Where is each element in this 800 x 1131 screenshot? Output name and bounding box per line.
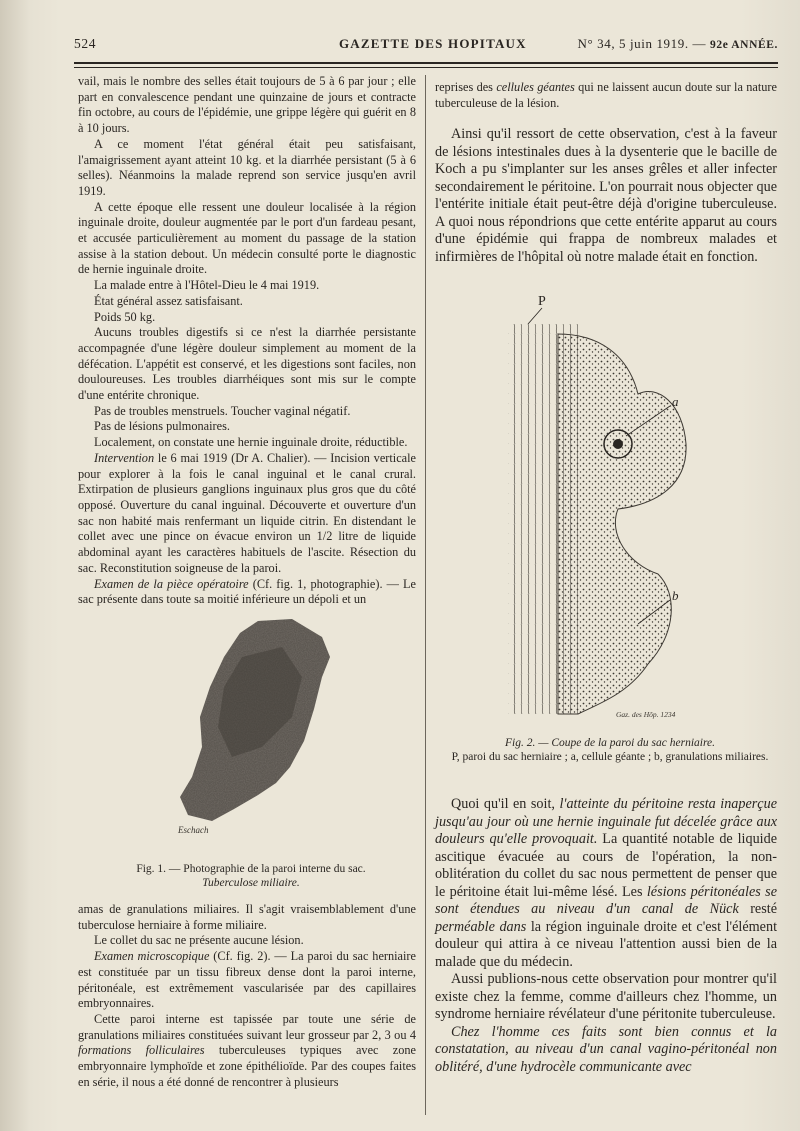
paragraph-text: (Cf. fig. 1, photographie). — Le sac présente dans toute sa moitié inférieure un dépoli et un bbox=[78, 576, 417, 607]
paragraph: Chez l'homme ces faits sont bien connus et la constatation, au niveau d'un canal vagino-péritonéal non oblitéré, d'une hydrocèle communicante avec bbox=[435, 1023, 777, 1075]
issue-year: 92e ANNÉE. bbox=[710, 39, 778, 51]
paragraph bbox=[435, 796, 777, 971]
page-header bbox=[74, 36, 778, 58]
label-a: a bbox=[672, 394, 679, 409]
paragraph bbox=[78, 451, 416, 577]
paragraph: Ainsi qu'il ressort de cette observation, c'est à la faveur de lésions intestinales dues à la dysenterie que le bacille de Koch a pu s'implanter sur les anses grêles et aller infecter secondairement le péritoine. L'on pourrait nous objecter que l'entérite initiale était peut-être déjà d'origine tuberculeuse. A quoi nous répondrions que cette entérite apparut au cours d'une épidémie qui frappa de nombreux malades et infirmières de l'hôpital où notre malade était en fonction. bbox=[435, 126, 777, 265]
sac-wall-photo-image bbox=[172, 617, 334, 845]
paragraph-text: La quantité notable de liquide ascitique évacuée au cours de l'opération, la non-oblitération du collet du sac nous permettent de penser que le péritoine était lui-même lésé. Les bbox=[435, 831, 778, 900]
page-number: 524 bbox=[74, 36, 97, 51]
paragraph-text: le 6 mai 1919 (Dr A. Chalier). — Incision verticale pour explorer à la fois le canal inguinal et le canal crural. Extirpation de plusieurs ganglions inguinaux plus gros que du côté opposé. Ouverture du canal inguinal. Découverte et ouverture d'un sac non habité mais renfermant un liquide citrin. En distendant le collet avec une pince on évacue environ un 1/2 litre de liquide abdominal ayant les caractères habituels de l'ascite. Résection du sac. Reconstitution soigneuse de la paroi. bbox=[78, 450, 416, 575]
figure-2-caption bbox=[440, 736, 780, 764]
paragraph-text: resté bbox=[738, 901, 777, 917]
right-column-conclusion bbox=[435, 126, 777, 266]
figure-2-drawing bbox=[498, 294, 698, 724]
paragraph-text: tuberculeuses typiques avec zone embryonnaire lymphoïde et zone épithélioïde. Par des coupes faites en série, il nous a été donné de rencontrer à plusieurs bbox=[78, 1043, 416, 1089]
paragraph: Localement, on constate une hernie inguinale droite, réductible. bbox=[94, 435, 408, 450]
header-rule bbox=[74, 62, 778, 64]
paragraph-text: la région inguinale droite et c'est l'élément douleur qui attira à ce niveau l'attention aussi bien de la malade que du médecin. bbox=[435, 918, 778, 970]
paragraph: vail, mais le nombre des selles était toujours de 5 à 6 par jour ; elle part en convalescence pendant une quinzaine de jours et contracte fin octobre, au cours de l'épidémie, une grippe légère qui guérit en 8 à 10 jours. bbox=[78, 74, 416, 136]
paragraph-text: Quoi qu'il en soit, bbox=[451, 796, 560, 812]
paragraph: amas de granulations miliaires. Il s'agit vraisemblablement d'une tuberculose herniaire à forme miliaire. bbox=[78, 902, 416, 932]
paragraph bbox=[78, 577, 416, 608]
section-label: Examen microscopique bbox=[94, 949, 210, 964]
paragraph-text: Cette paroi interne est tapissée par toute une série de granulations miliaires constituées suivant leur grosseur par 2, 3 ou 4 bbox=[78, 1011, 416, 1042]
paragraph: A cette époque elle ressent une douleur localisée à la région inguinale droite, douleur augmentée par le port d'un fardeau pesant, et accusée particulièrement au moment du passage de la station assise à la station debout. Un médecin consulté porte le diagnostic de hernie inguinale droite. bbox=[78, 199, 416, 277]
photo-signature: Eschach bbox=[178, 825, 209, 835]
paragraph bbox=[78, 1012, 416, 1091]
emphasis: l'atteinte du péritoine resta inaperçue jusqu'au jour où une hernie inguinale fut décelée grâce aux douleurs qu'elle provoquait. bbox=[435, 796, 777, 847]
emphasis: lésions péritonéales se sont étendues au niveau d'un canal de Nück bbox=[435, 883, 777, 917]
paragraph bbox=[78, 949, 416, 1012]
figure-1-subtitle: Tuberculose miliaire. bbox=[202, 877, 300, 889]
issue-date: N° 34, 5 juin 1919. — bbox=[577, 36, 707, 51]
right-column-bottom bbox=[435, 796, 777, 1076]
paragraph: Aucuns troubles digestifs si ce n'est la diarrhée persistante accompagnée d'une légère douleur simplement au moment de la défécation. L'appétit est conservé, et les digestions sont faciles, non douloureuses. Les troubles diarrhéiques sont mis sur le compte d'une entérite chronique. bbox=[78, 325, 416, 403]
figure-1-photograph bbox=[172, 617, 334, 845]
figure-2-legend: P, paroi du sac herniaire ; a, cellule géante ; b, granulations miliaires. bbox=[451, 751, 769, 763]
paragraph: État général assez satisfaisant. bbox=[94, 293, 243, 308]
histology-drawing bbox=[498, 294, 698, 724]
emphasis: perméable dans bbox=[435, 918, 527, 935]
figure-1-title: Fig. 1. — Photographie de la paroi interne du sac. bbox=[136, 863, 366, 875]
figure-1-caption bbox=[86, 862, 416, 890]
paragraph bbox=[435, 80, 777, 111]
issue-info bbox=[577, 36, 778, 52]
drawing-signature: Gaz. des Hôp. 1234 bbox=[616, 710, 676, 719]
emphasis: formations folliculaires bbox=[78, 1043, 205, 1058]
figure-2-title: Fig. 2. — Coupe de la paroi du sac herniaire. bbox=[505, 737, 715, 749]
emphasis: cellules géantes bbox=[496, 80, 575, 94]
left-column-top bbox=[78, 74, 416, 608]
paragraph: Pas de troubles menstruels. Toucher vaginal négatif. bbox=[94, 403, 351, 418]
section-label: Examen de la pièce opératoire bbox=[94, 576, 249, 591]
paragraph: Aussi publions-nous cette observation pour montrer qu'il existe chez la femme, comme d'ailleurs chez l'homme, un syndrome herniaire révélateur d'une péritonite tuberculeuse. bbox=[435, 971, 777, 1022]
paragraph: Pas de lésions pulmonaires. bbox=[94, 419, 230, 434]
header-rule-thin bbox=[74, 67, 778, 68]
section-label: Intervention bbox=[94, 450, 155, 465]
paragraph-text: reprises des bbox=[435, 80, 497, 94]
right-column-top bbox=[435, 80, 777, 111]
label-p: P bbox=[538, 294, 546, 309]
paragraph: Poids 50 kg. bbox=[94, 309, 156, 324]
paragraph-text: qui ne laissent aucun doute sur la nature tuberculeuse de la lésion. bbox=[435, 80, 777, 110]
column-divider bbox=[425, 75, 426, 1115]
journal-title: GAZETTE DES HOPITAUX bbox=[339, 36, 527, 51]
paragraph: A ce moment l'état général était peu satisfaisant, l'amaigrissement ayant atteint 10 kg. et la diarrhée persistant (5 à 6 selles). Néanmoins la malade reprend son service jusqu'en avril 1919. bbox=[78, 136, 416, 198]
label-b: b bbox=[672, 588, 679, 603]
left-column-bottom bbox=[78, 902, 416, 1090]
paragraph-text: (Cf. fig. 2). — La paroi du sac herniaire est constituée par un tissu fibreux dense dont la paroi interne, péritonéale, est extrêmement vascularisée par des capillaires embryonnaires. bbox=[78, 949, 416, 1011]
paragraph: Le collet du sac ne présente aucune lésion. bbox=[94, 933, 304, 948]
paragraph: La malade entre à l'Hôtel-Dieu le 4 mai 1919. bbox=[94, 278, 320, 293]
